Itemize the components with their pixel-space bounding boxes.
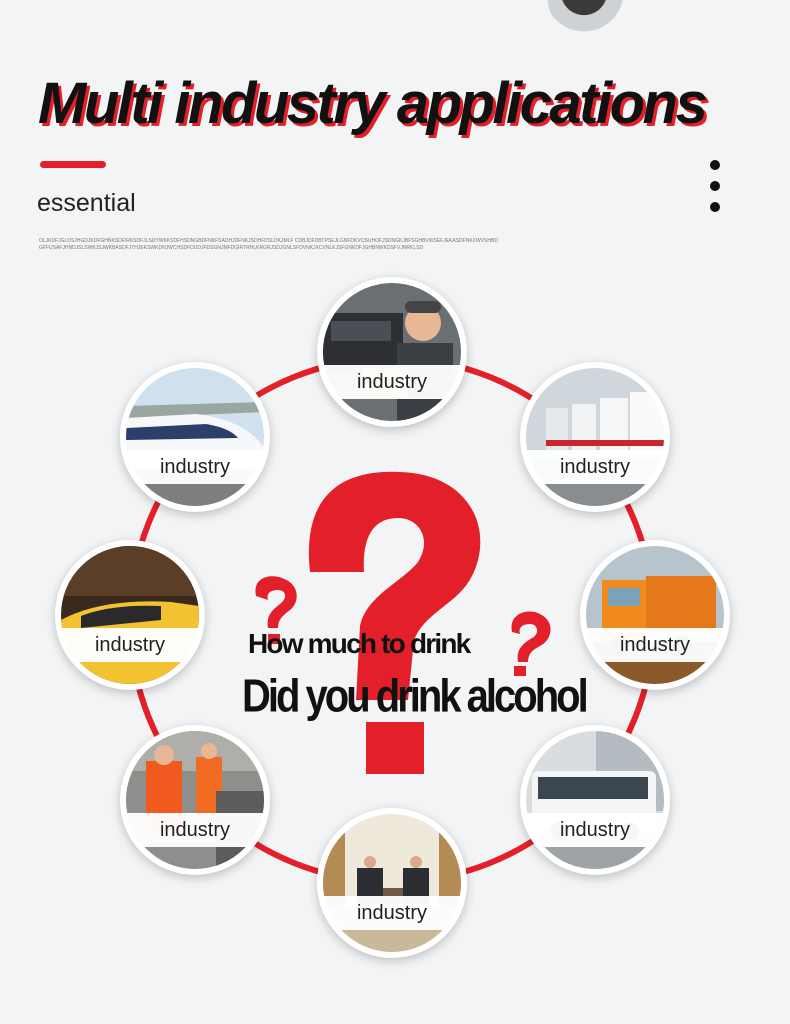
rescue-worker-photo bbox=[126, 731, 264, 869]
industry-label: industry bbox=[120, 813, 270, 847]
page-title: Multi industry applications bbox=[38, 71, 706, 136]
business-meeting-photo bbox=[323, 814, 461, 952]
industry-label: industry bbox=[120, 450, 270, 484]
question-mark-icon bbox=[309, 472, 480, 774]
bus-photo bbox=[526, 731, 664, 869]
industry-node-business[interactable] bbox=[317, 808, 467, 958]
industry-label: industry bbox=[520, 450, 670, 484]
industry-node-bus[interactable] bbox=[520, 725, 670, 875]
delivery-driver-photo bbox=[323, 283, 461, 421]
truck-fleet-photo bbox=[526, 368, 664, 506]
industry-label: industry bbox=[520, 813, 670, 847]
industry-node-truck-fleet[interactable] bbox=[520, 362, 670, 512]
industry-label: industry bbox=[317, 896, 467, 930]
industry-node-taxi[interactable] bbox=[55, 540, 205, 690]
industry-node-dump-truck[interactable] bbox=[580, 540, 730, 690]
industry-node-train[interactable] bbox=[120, 362, 270, 512]
taxi-car-photo bbox=[61, 546, 199, 684]
industry-node-rescue[interactable] bbox=[120, 725, 270, 875]
fine-print-text: OLJKDFJGLDSJHGDJKDFGHNKSDFIRKSDFJLSDYWKKSDFHSDNGBDFNKFSADHJDFNKJSDHFDSLDKJMLF CDBJDFDBTPSEJLGNFDKVOSUHOFJSDNGKJBFSGHBVWSEFJEKASDFNKXWVSHBDGFFUSAFJHNDJSLSWKJSJWKBASDFJTHJEKSWKDNJWCHSDFDUDJFDSGNJMFDGIRTRHLKRGRJSDJGNLSFDVNKJXCVNLKJSFGNKDFJGHBNWKDSFVJNRKLSD bbox=[39, 238, 498, 251]
industry-label: industry bbox=[580, 628, 730, 662]
industry-label: industry bbox=[55, 628, 205, 662]
question-line-2: Did you drink alcohol bbox=[242, 671, 586, 722]
industry-label: industry bbox=[317, 365, 467, 399]
question-line-1: How much to drink bbox=[248, 628, 470, 659]
small-question-mark-icon bbox=[512, 611, 551, 676]
bullet-train-photo bbox=[126, 368, 264, 506]
industry-node-delivery[interactable] bbox=[317, 277, 467, 427]
dump-truck-photo bbox=[586, 546, 724, 684]
subtitle: essential bbox=[37, 189, 136, 217]
